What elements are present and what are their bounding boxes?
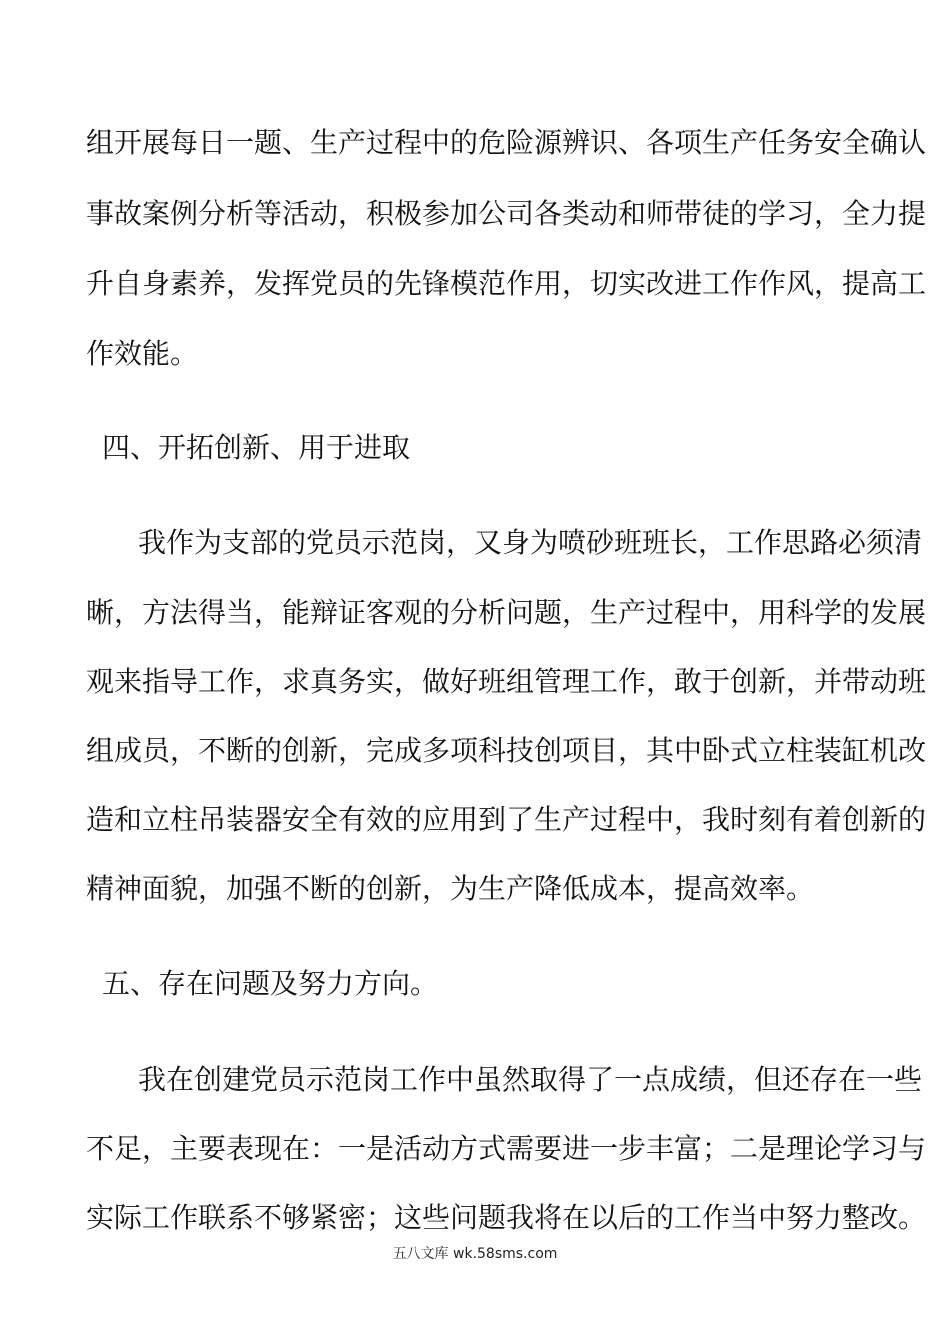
paragraph-1-line-3: 升自身素养，发挥党员的先锋模范作用，切实改进工作作风，提高工 <box>86 267 927 300</box>
paragraph-3-line-2: 不足，主要表现在：一是活动方式需要进一步丰富；二是理论学习与 <box>86 1132 927 1165</box>
section-heading-5: 五、存在问题及努力方向。 <box>102 967 439 1000</box>
paragraph-2-line-6: 精神面貌，加强不断的创新，为生产降低成本，提高效率。 <box>86 872 815 905</box>
section-heading-4: 四、开拓创新、用于进取 <box>102 431 411 464</box>
paragraph-1-line-2: 事故案例分析等活动，积极参加公司各类动和师带徒的学习，全力提 <box>86 197 927 230</box>
paragraph-2-line-5: 造和立柱吊装器安全有效的应用到了生产过程中，我时刻有着创新的 <box>86 803 927 836</box>
paragraph-2-line-2: 晰，方法得当，能辩证客观的分析问题，生产过程中，用科学的发展 <box>86 596 927 629</box>
page-footer: 五八文库 wk.58sms.com <box>392 1246 558 1262</box>
paragraph-2-line-4: 组成员，不断的创新，完成多项科技创项目，其中卧式立柱装缸机改 <box>86 734 927 767</box>
paragraph-2-line-1: 我作为支部的党员示范岗，又身为喷砂班班长，工作思路必须清 <box>138 526 923 559</box>
paragraph-1-line-1: 组开展每日一题、生产过程中的危险源辨识、各项生产任务安全确认 <box>86 126 927 159</box>
paragraph-1-line-4: 作效能。 <box>86 337 199 370</box>
paragraph-3-line-3: 实际工作联系不够紧密；这些问题我将在以后的工作当中努力整改。 <box>86 1201 927 1234</box>
paragraph-3-line-1: 我在创建党员示范岗工作中虽然取得了一点成绩，但还存在一些 <box>138 1063 923 1096</box>
paragraph-2-line-3: 观来指导工作，求真务实，做好班组管理工作，敢于创新，并带动班 <box>86 665 927 698</box>
